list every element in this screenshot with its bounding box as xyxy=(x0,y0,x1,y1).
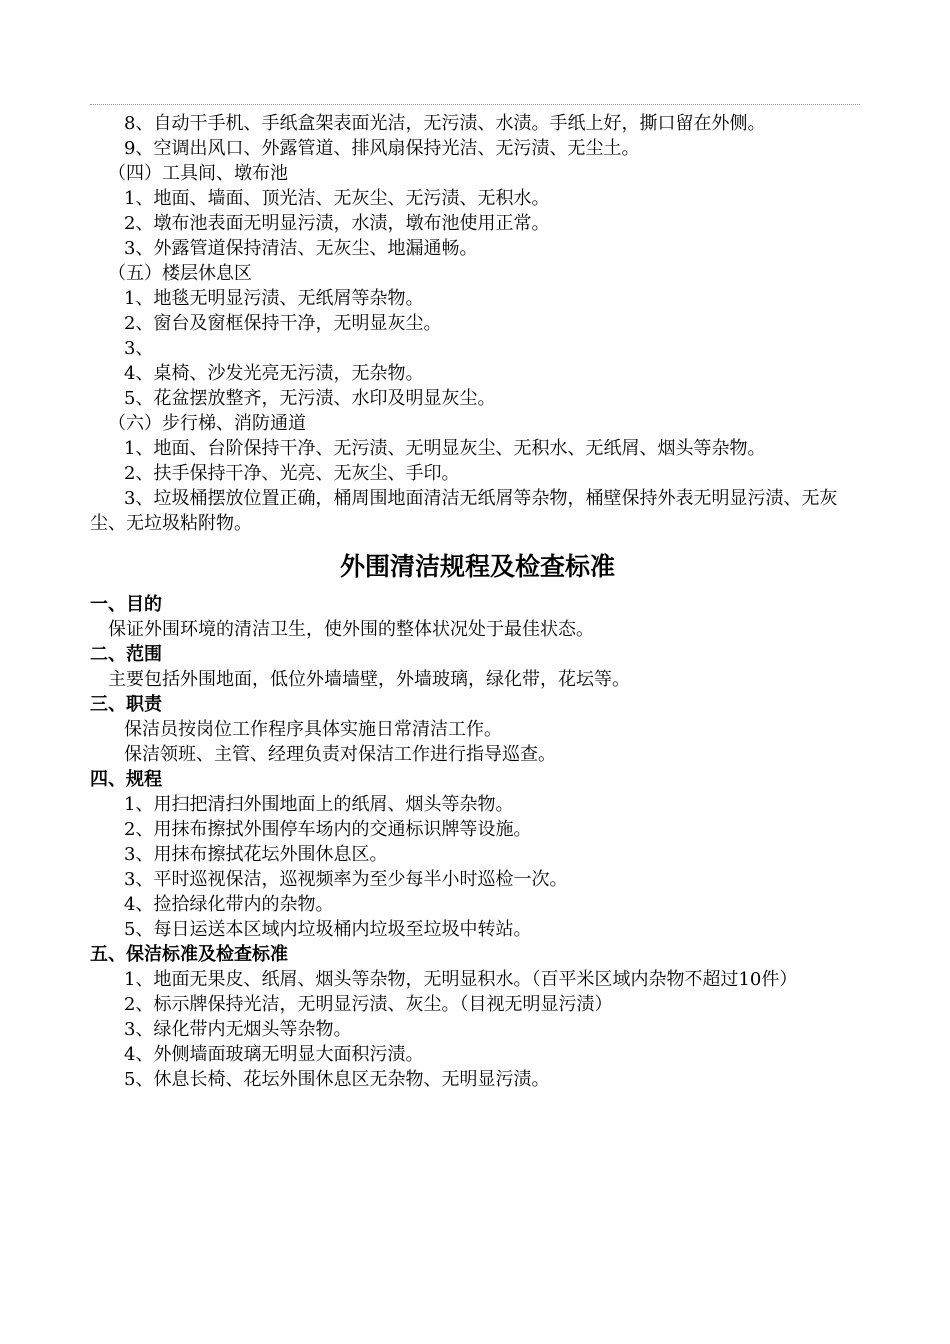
list-item: 3、用抹布擦拭花坛外围休息区。 xyxy=(124,844,388,865)
document-body xyxy=(90,111,865,1092)
section-heading: （六）步行梯、消防通道 xyxy=(108,413,306,434)
document-title: 外围清洁规程及检查标准 xyxy=(339,552,615,581)
paragraph: 保洁员按岗位工作程序具体实施日常清洁工作。 xyxy=(124,719,502,740)
heading-procedure: 四、规程 xyxy=(90,769,162,790)
list-item: 1、地毯无明显污渍、无纸屑等杂物。 xyxy=(124,288,424,309)
list-item: 3、垃圾桶摆放位置正确，桶周围地面清洁无纸屑等杂物，桶壁保持外表无明显污渍、无灰尘、无垃圾粘附物。 xyxy=(90,488,838,534)
heading-purpose: 一、目的 xyxy=(90,594,162,615)
list-item: 3、 xyxy=(124,338,154,359)
list-item: 2、标示牌保持光洁，无明显污渍、灰尘。（目视无明显污渍） xyxy=(124,994,613,1015)
heading-scope: 二、范围 xyxy=(90,644,162,665)
list-item: 2、扶手保持干净、光亮、无灰尘、手印。 xyxy=(124,463,460,484)
heading-standard: 五、保洁标准及检查标准 xyxy=(90,944,288,965)
list-item: 8、自动干手机、手纸盒架表面光洁，无污渍、水渍。手纸上好，撕口留在外侧。 xyxy=(124,113,766,134)
list-item: 1、地面、台阶保持干净、无污渍、无明显灰尘、无积水、无纸屑、烟头等杂物。 xyxy=(124,438,766,459)
list-item: 1、地面无果皮、纸屑、烟头等杂物，无明显积水。（百平米区域内杂物不超过10件） xyxy=(124,969,798,990)
list-item: 2、墩布池表面无明显污渍，水渍，墩布池使用正常。 xyxy=(124,213,550,234)
section-heading: （四）工具间、墩布池 xyxy=(108,163,288,184)
list-item: 9、空调出风口、外露管道、排风扇保持光洁、无污渍、无尘土。 xyxy=(124,138,640,159)
list-item: 3、外露管道保持清洁、无灰尘、地漏通畅。 xyxy=(124,238,478,259)
list-item: 4、捡拾绿化带内的杂物。 xyxy=(124,894,334,915)
header-divider xyxy=(90,104,860,105)
list-item: 4、桌椅、沙发光亮无污渍，无杂物。 xyxy=(124,363,424,384)
paragraph: 保证外围环境的清洁卫生，使外围的整体状况处于最佳状态。 xyxy=(108,619,594,640)
list-item: 1、地面、墙面、顶光洁、无灰尘、无污渍、无积水。 xyxy=(124,188,550,209)
section-heading: （五）楼层休息区 xyxy=(108,263,252,284)
heading-duty: 三、职责 xyxy=(90,694,162,715)
list-item: 5、每日运送本区域内垃圾桶内垃圾至垃圾中转站。 xyxy=(124,919,532,940)
list-item: 4、外侧墙面玻璃无明显大面积污渍。 xyxy=(124,1044,424,1065)
list-item: 5、休息长椅、花坛外围休息区无杂物、无明显污渍。 xyxy=(124,1069,550,1090)
list-item: 1、用扫把清扫外围地面上的纸屑、烟头等杂物。 xyxy=(124,794,514,815)
paragraph: 保洁领班、主管、经理负责对保洁工作进行指导巡查。 xyxy=(124,744,556,765)
list-item: 2、用抹布擦拭外围停车场内的交通标识牌等设施。 xyxy=(124,819,532,840)
paragraph: 主要包括外围地面，低位外墙墙壁，外墙玻璃，绿化带，花坛等。 xyxy=(108,669,630,690)
list-item: 5、花盆摆放整齐，无污渍、水印及明显灰尘。 xyxy=(124,388,496,409)
list-item: 2、窗台及窗框保持干净，无明显灰尘。 xyxy=(124,313,442,334)
list-item: 3、平时巡视保洁，巡视频率为至少每半小时巡检一次。 xyxy=(124,869,568,890)
list-item: 3、绿化带内无烟头等杂物。 xyxy=(124,1019,352,1040)
